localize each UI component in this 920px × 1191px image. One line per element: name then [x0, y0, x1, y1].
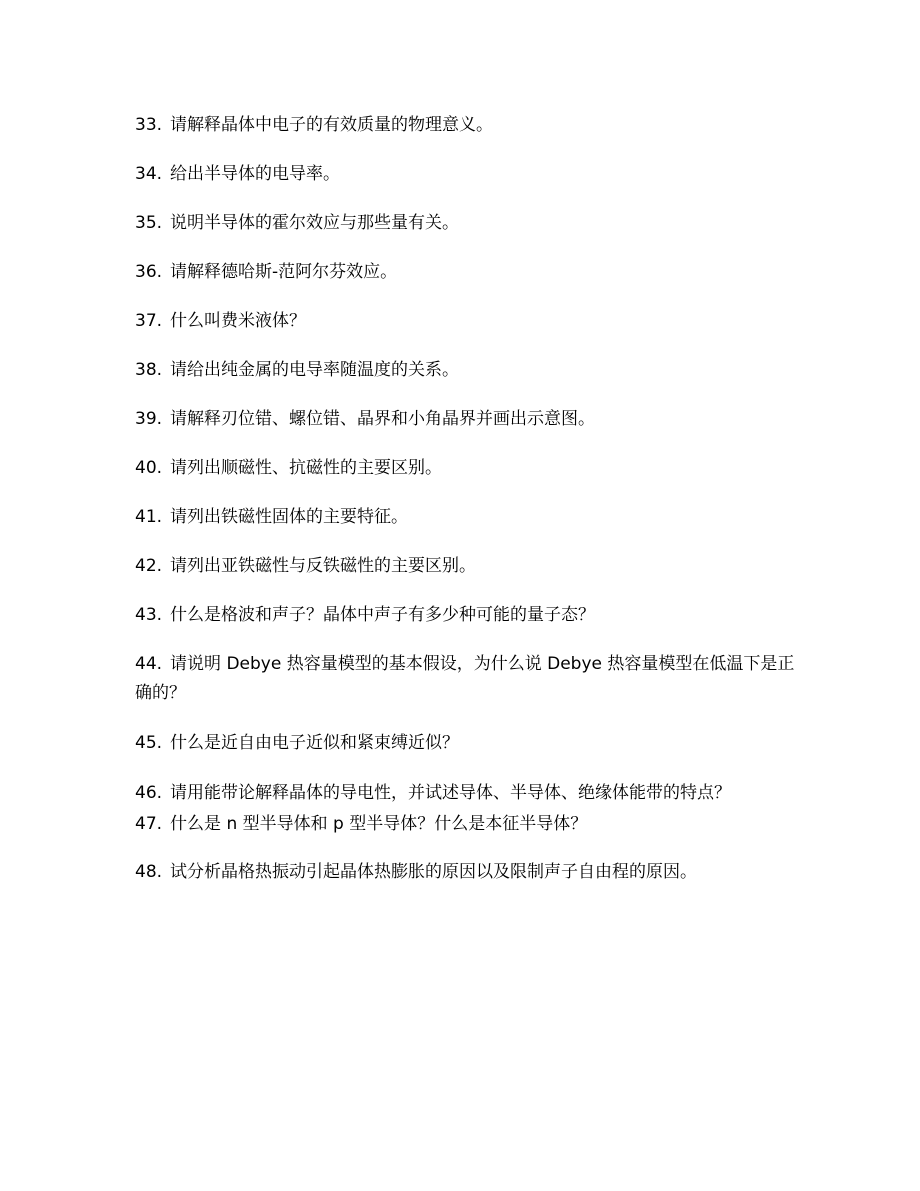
question-35: [135, 209, 795, 238]
question-48: [135, 858, 795, 887]
question-40: [135, 454, 795, 483]
question-text: 请列出亚铁磁性与反铁磁性的主要区别。: [170, 556, 477, 576]
question-text: 请列出顺磁性、抗磁性的主要区别。: [170, 458, 443, 478]
question-34: [135, 160, 795, 189]
question-number: 43.: [135, 605, 163, 625]
question-text: 请解释晶体中电子的有效质量的物理意义。: [170, 115, 494, 135]
question-36: [135, 258, 795, 287]
question-number: 44.: [135, 654, 163, 674]
question-number: 36.: [135, 262, 163, 282]
question-number: 33.: [135, 115, 163, 135]
question-42: [135, 552, 795, 581]
question-number: 48.: [135, 862, 163, 882]
question-text: 请解释刃位错、螺位错、晶界和小角晶界并画出示意图。: [170, 409, 596, 429]
question-text: 请给出纯金属的电导率随温度的关系。: [170, 360, 460, 380]
question-text: 什么叫费米液体？: [170, 311, 307, 331]
question-47: [135, 810, 795, 839]
question-text: 什么是近自由电子近似和紧束缚近似？: [170, 733, 460, 753]
question-text: 给出半导体的电导率。: [170, 164, 341, 184]
question-44: [135, 650, 795, 708]
question-number: 38.: [135, 360, 163, 380]
question-number: 37.: [135, 311, 163, 331]
question-number: 42.: [135, 556, 163, 576]
question-33: [135, 111, 795, 140]
question-38: [135, 356, 795, 385]
question-number: 45.: [135, 733, 163, 753]
question-37: [135, 307, 795, 336]
question-45: [135, 729, 795, 758]
question-number: 46.: [135, 783, 163, 803]
question-41: [135, 503, 795, 532]
question-number: 39.: [135, 409, 163, 429]
question-number: 34.: [135, 164, 163, 184]
question-46: [135, 779, 795, 808]
question-text: 请说明 Debye 热容量模型的基本假设，为什么说 Debye 热容量模型在低温下是正确的？: [135, 654, 795, 703]
question-text: 什么是格波和声子？晶体中声子有多少种可能的量子态？: [170, 605, 596, 625]
question-text: 什么是 n 型半导体和 p 型半导体？什么是本征半导体？: [170, 814, 588, 834]
question-text: 说明半导体的霍尔效应与那些量有关。: [170, 213, 460, 233]
question-number: 47.: [135, 814, 163, 834]
question-text: 请用能带论解释晶体的导电性，并试述导体、半导体、绝缘体能带的特点？: [170, 783, 732, 803]
question-text: 试分析晶格热振动引起晶体热膨胀的原因以及限制声子自由程的原因。: [170, 862, 698, 882]
question-43: [135, 601, 795, 630]
question-text: 请解释德哈斯-范阿尔芬效应。: [170, 262, 398, 282]
question-number: 40.: [135, 458, 163, 478]
question-39: [135, 405, 795, 434]
question-number: 41.: [135, 507, 163, 527]
question-text: 请列出铁磁性固体的主要特征。: [170, 507, 409, 527]
question-number: 35.: [135, 213, 163, 233]
